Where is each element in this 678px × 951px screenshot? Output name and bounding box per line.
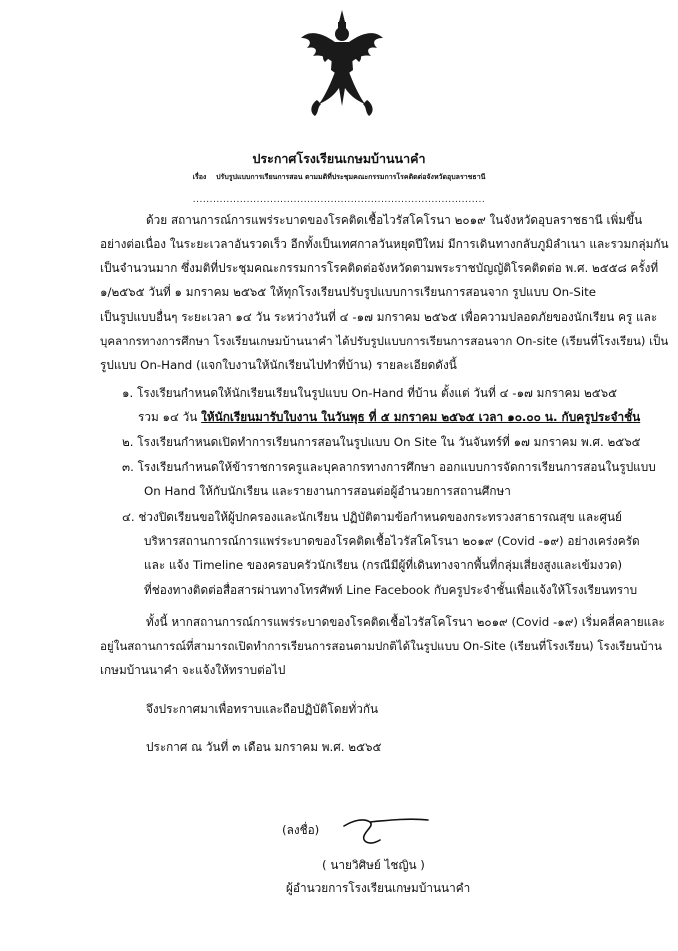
pickup-notice: ให้นักเรียนมารับใบงาน ในวันพุธ ที่ ๕ มกราคม ๒๕๖๕ เวลา ๑๐.๐๐ น. กับครูประจำชั้น (201, 410, 641, 424)
intro-line: ด้วย สถานการณ์การแพร่ระบาดของโรคติดเชื้อไวรัสโคโรนา ๒๐๑๙ ในจังหวัดอุบลราชธานี เพิ่มขึ้น (146, 213, 643, 227)
subject-text: ปรับรูปแบบการเรียนการสอน ตามมติที่ประชุมคณะกรรมการโรคติดต่อจังหวัดอุบลราชธานี (216, 173, 486, 181)
list-item-continuation: On Hand ให้กับนักเรียน และรายงานการสอนต่อผู้อำนวยการสถานศึกษา (144, 484, 511, 498)
acknowledge-line: จึงประกาศมาเพื่อทราบและถือปฏิบัติโดยทั่วกัน (146, 702, 379, 716)
list-item: ๔. ช่วงปิดเรียนขอให้ผู้ปกครองและนักเรียน ปฏิบัติตามข้อกำหนดของกระทรวงสาธารณสุข และศูนย์ (122, 510, 622, 524)
list-item: ๒. โรงเรียนกำหนดเปิดทำการเรียนการสอนในรูปแบบ On Site ใน วันจันทร์ที่ ๑๗ มกราคม พ.ศ. ๒๕๖๕ (122, 435, 641, 449)
list-item: ๓. โรงเรียนกำหนดให้ข้าราชการครูและบุคลากรทางการศึกษา ออกแบบการจัดการเรียนการสอนในรูปแบบ (122, 460, 656, 474)
announcement-subject (0, 172, 678, 183)
signatory-position: ผู้อำนวยการโรงเรียนเกษมบ้านนาคำ (286, 881, 471, 895)
subject-label: เรื่อง (192, 173, 207, 181)
intro-line: เป็นรูปแบบอื่นๆ ระยะเวลา ๑๔ วัน ระหว่างวันที่ ๔ -๑๗ มกราคม ๒๕๖๕ เพื่อความปลอดภัยของนักเรียน ครู และ (100, 310, 658, 324)
garuda-emblem (299, 8, 385, 120)
announcement-title: ประกาศโรงเรียนเกษมบ้านนาคำ (252, 151, 426, 166)
closing-line: อยู่ในสถานการณ์ที่สามารถเปิดทำการเรียนการสอนตามปกติได้ในรูปแบบ On-Site (เรียนที่โรงเรียน) โรงเรียนบ้าน (100, 639, 662, 653)
list-item: ๑. โรงเรียนกำหนดให้นักเรียนเรียนในรูปแบบ On-Hand ที่บ้าน ตั้งแต่ วันที่ ๔ -๑๗ มกราคม ๒๕๖๕ (122, 386, 618, 400)
sign-label: (ลงชื่อ) (282, 823, 320, 837)
list-item-continuation (138, 409, 640, 425)
intro-line: รูปแบบ On-Hand (แจกใบงานให้นักเรียนไปทำที่บ้าน) รายละเอียดดังนี้ (100, 358, 457, 372)
item-duration: รวม ๑๔ วัน (138, 410, 198, 424)
list-item-continuation: ที่ช่องทางติดต่อสื่อสารผ่านทางโทรศัพท์ Line Facebook กับครูประจำชั้นเพื่อแจ้งให้โรงเรียนทราบ (144, 583, 638, 597)
intro-line: อย่างต่อเนื่อง ในระยะเวลาอันรวดเร็ว อีกทั้งเป็นเทศกาลวันหยุดปีใหม่ มีการเดินทางกลับภูมิลำเนา และรวมกลุ่มกัน (100, 237, 669, 251)
signatory-name: ( นายวิศิษย์ ไชญิน ) (322, 858, 425, 872)
intro-line: เป็นจำนวนมาก ซึ่งมติที่ประชุมคณะกรรมการโรคติดต่อจังหวัดตามพระราชบัญญัติโรคติดต่อ พ.ศ. ๒๕๕๘ ครั้งที่ (100, 261, 659, 275)
list-item-continuation: และ แจ้ง Timeline ของครอบครัวนักเรียน (กรณีมีผู้ที่เดินทางจากพื้นที่กลุ่มเสี่ยงสูงและเข้มงวด) (144, 558, 623, 572)
title-divider: ....................................................................................... (192, 195, 486, 205)
intro-line: บุคลากรทางการศึกษา โรงเรียนเกษมบ้านนาคำ ได้ปรับรูปแบบการเรียนการสอนจาก On-site (เรียนที่โรงเรียน) เป็น (100, 334, 669, 348)
intro-line: ๑/๒๕๖๕ วันที่ ๑ มกราคม ๒๕๖๕ ให้ทุกโรงเรียนปรับรูปแบบการเรียนการสอนจาก รูปแบบ On-Site (100, 285, 597, 299)
closing-line: เกษมบ้านนาคำ จะแจ้งให้ทราบต่อไป (100, 663, 286, 677)
handwritten-signature (340, 806, 430, 850)
list-item-continuation: บริหารสถานการณ์การแพร่ระบาดของโรคติดเชื้อไวรัสโคโรนา ๒๐๑๙ (Covid -๑๙) อย่างเคร่งครัด (144, 534, 640, 548)
closing-line: ทั้งนี้ หากสถานการณ์การแพร่ระบาดของโรคติดเชื้อไวรัสโคโรนา ๒๐๑๙ (Covid -๑๙) เริ่มคลี่คลายและ (146, 615, 665, 629)
date-line: ประกาศ ณ วันที่ ๓ เดือน มกราคม พ.ศ. ๒๕๖๕ (146, 740, 382, 754)
